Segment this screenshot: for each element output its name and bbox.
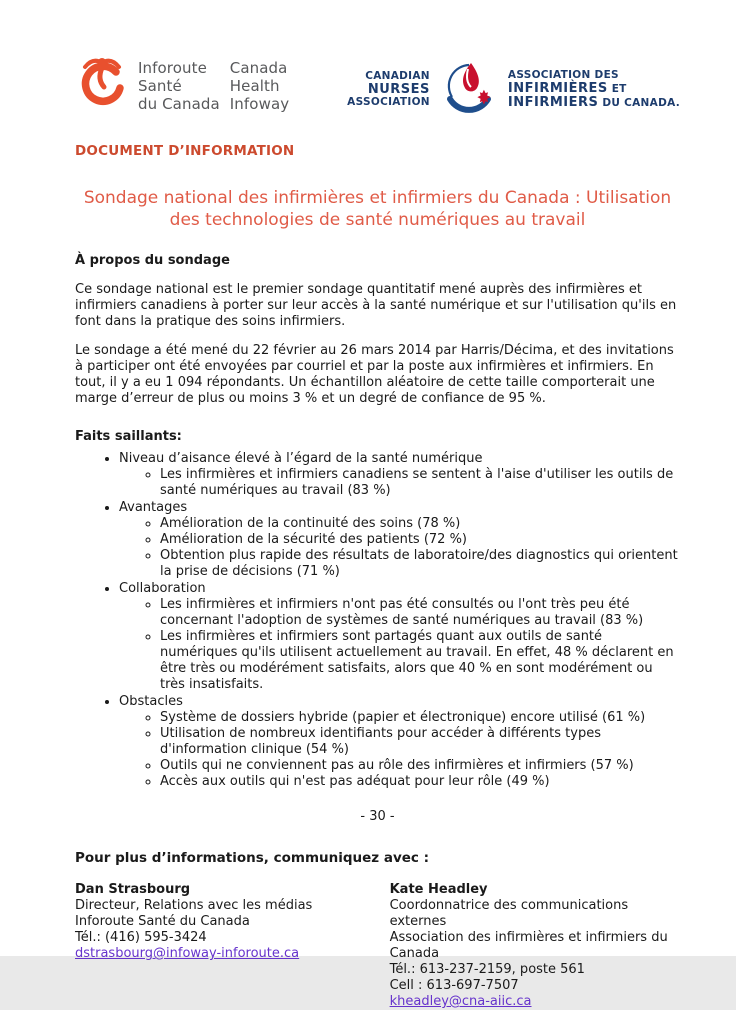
cna-wordmark-fr: ASSOCIATION DES INFIRMIÈRES ET INFIRMIERS DU CANADA. [507, 69, 680, 110]
highlight-subitem: ◦ Utilisation de nombreux identifiants pour accéder à différents types d'information clinique (54 %) [160, 726, 680, 758]
highlight-subitem: ◦ Les infirmières et infirmiers sont partagés quant aux outils de santé numériques qu'ils utilisent actuellement au travail. En effet, 48 % déclarent en être très ou modérément satisfaits, alors que 40 % en sont modérément ou très insatisfaits. [160, 629, 680, 693]
contact-org: Inforoute Santé du Canada [75, 914, 250, 929]
cna-logo [347, 57, 680, 122]
email-link-kheadley[interactable]: kheadley@cna-aiic.ca [389, 994, 532, 1009]
infoway-wordmark-en: Canada Health Infoway [229, 58, 290, 113]
highlight-subitem: ◦ Les infirmières et infirmiers n'ont pas été consultés ou l'ont très peu été concernant l'adoption de systèmes de santé numériques au travail (83 %) [160, 597, 680, 629]
highlight-subitem: ◦ Système de dossiers hybride (papier et électronique) encore utilisé (61 %) [160, 710, 680, 726]
highlight-item: • Niveau d’aisance élevé à l’égard de la santé numérique ◦ Les infirmières et infirmiers canadiens se sentent à l'aise d'utiliser les outils de santé numériques au travail (83 %) [119, 451, 680, 499]
about-paragraph-1: Ce sondage national est le premier sondage quantitatif mené auprès des infirmières et infirmiers canadiens à porter sur leur accès à la santé numérique et sur l'utilisation qu'ils en font dans la pratique des soins infirmiers. [75, 282, 677, 329]
contact-org: Association des infirmières et infirmiers du Canada [389, 930, 668, 961]
highlight-subitem: ◦ Obtention plus rapide des résultats de laboratoire/des diagnostics qui orientent la prise de décisions (71 %) [160, 548, 680, 580]
cna-flame-globe-icon [438, 57, 500, 122]
document-title-line2: des technologies de santé numériques au travail [169, 210, 586, 230]
contact-phone: Tél.: (416) 595-3424 [75, 930, 207, 945]
cna-wordmark-en: CANADIAN NURSES ASSOCIATION [347, 70, 430, 108]
about-heading: À propos du sondage [75, 253, 230, 268]
contact-name: Kate Headley [389, 882, 488, 897]
highlight-subitem: ◦ Outils qui ne conviennent pas au rôle des infirmières et infirmiers (57 %) [160, 758, 680, 774]
highlight-item: • Obstacles ◦ Système de dossiers hybride (papier et électronique) encore utilisé (61 %) ◦ Utilisation de nombreux identifiants pour accéder à différents types d'information clinique (54 %) ◦ Outils qui ne conviennent pas au rôle des infirmières et infirmiers (57 %) ◦ Accès aux outils qui n'est pas adéquat pour leur rôle (49 %) [119, 694, 680, 790]
highlight-item: • Collaboration ◦ Les infirmières et infirmiers n'ont pas été consultés ou l'ont très peu été concernant l'adoption de systèmes de santé numériques au travail (83 %) ◦ Les infirmières et infirmiers sont partagés quant aux outils de santé numériques qu'ils utilisent actuellement au travail. En effet, 48 % déclarent en être très ou modérément satisfaits, alors que 40 % en sont modérément ou très insatisfaits. [119, 581, 680, 693]
highlights-heading: Faits saillants: [75, 429, 182, 444]
contact-columns [75, 882, 680, 1010]
infoway-logo [75, 55, 289, 116]
document-title [75, 187, 680, 231]
contact-role: Directeur, Relations avec les médias [75, 898, 313, 913]
document-kicker: DOCUMENT D’INFORMATION [75, 143, 295, 159]
contact-role: Coordonnatrice des communications externes [389, 898, 629, 929]
end-mark: - 30 - [360, 809, 395, 824]
highlight-item: • Avantages ◦ Amélioration de la continuité des soins (78 %) ◦ Amélioration de la sécurité des patients (72 %) ◦ Obtention plus rapide des résultats de laboratoire/des diagnostics qui orientent la prise de décisions (71 %) [119, 500, 680, 580]
contact-card-kate-headley [390, 882, 680, 1010]
infoway-swirl-icon [75, 55, 129, 116]
contact-heading: Pour plus d’informations, communiquez avec : [75, 850, 430, 866]
highlight-subitem: ◦ Les infirmières et infirmiers canadiens se sentent à l'aise d'utiliser les outils de santé numériques au travail (83 %) [160, 467, 680, 499]
infoway-wordmark [138, 59, 289, 113]
contact-cell: Cell : 613-697-7507 [389, 978, 519, 993]
contact-name: Dan Strasbourg [75, 882, 191, 897]
highlight-subitem: ◦ Amélioration de la continuité des soins (78 %) [160, 516, 680, 532]
contact-phone: Tél.: 613-237-2159, poste 561 [389, 962, 585, 977]
infoway-wordmark-fr: Inforoute Santé du Canada [138, 58, 220, 113]
highlight-subitem: ◦ Accès aux outils qui n'est pas adéquat pour leur rôle (49 %) [160, 774, 680, 790]
highlight-subitem: ◦ Amélioration de la sécurité des patients (72 %) [160, 532, 680, 548]
about-paragraph-2: Le sondage a été mené du 22 février au 26 mars 2014 par Harris/Décima, et des invitations à participer ont été envoyées par courriel et par la poste aux infirmières et infirmiers. En tout, il y a eu 1 094 répondants. Un échantillon aléatoire de cette taille comporterait une marge d’erreur de plus ou moins 3 % et un degré de confiance de 95 %. [75, 343, 674, 406]
document-title-line1: Sondage national des infirmières et infirmiers du Canada : Utilisation [83, 188, 672, 208]
highlights-list [75, 451, 680, 790]
email-link-dstrasbourg[interactable]: dstrasbourg@infoway-inforoute.ca [75, 946, 300, 961]
header-logos [75, 55, 680, 127]
contact-card-dan-strasbourg [75, 882, 390, 1010]
